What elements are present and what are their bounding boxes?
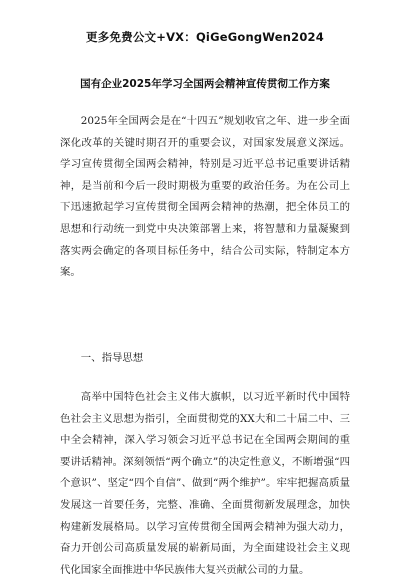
document-title: 国有企业2025年学习全国两会精神宣传贯彻工作方案 bbox=[80, 78, 330, 90]
paragraph-intro: 2025年全国两会是在“十四五”规划收官之年、进一步全面深化改革的关键时期召开的重要会议，对国家发展意义深远。学习宣传贯彻全国两会精神，特别是习近平总书记重要讲话精神，是当前和今后一段时期极为重要的政治任务。为在公司上下迅速掀起学习宣传贯彻全国两会精神的热潮，把全体员工的思想和行动统一到党中央决策部署上来，将智慧和力量凝聚到落实两会确定的各项目标任务中，结合公司实际，特制定本方案。 bbox=[60, 115, 350, 279]
paragraph-guiding-ideology: 高举中国特色社会主义伟大旗帜，以习近平新时代中国特色社会主义思想为指引，全面贯彻党的XX大和二十届二中、三中全会精神，深入学习领会习近平总书记在全国两会期间的重要讲话精神。深刻领悟“两个确立”的决定性意义，不断增强“四个意识”、坚定“四个自信”、做到“两个维护”。牢牢把握高质量发展这一首要任务，完整、准确、全面贯彻新发展理念，加快构建新发展格局。以学习宣传贯彻全国两会精神为强大动力，奋力开创公司高质量发展的崭新局面，为全面建设社会主义现代化国家全面推进中华民族伟大复兴贡献公司的力量。 bbox=[60, 391, 350, 576]
header-promo-text: 更多免费公文+VX：QiGeGongWen2024 bbox=[86, 30, 324, 44]
section-heading-guiding-ideology: 一、指导思想 bbox=[80, 352, 144, 364]
